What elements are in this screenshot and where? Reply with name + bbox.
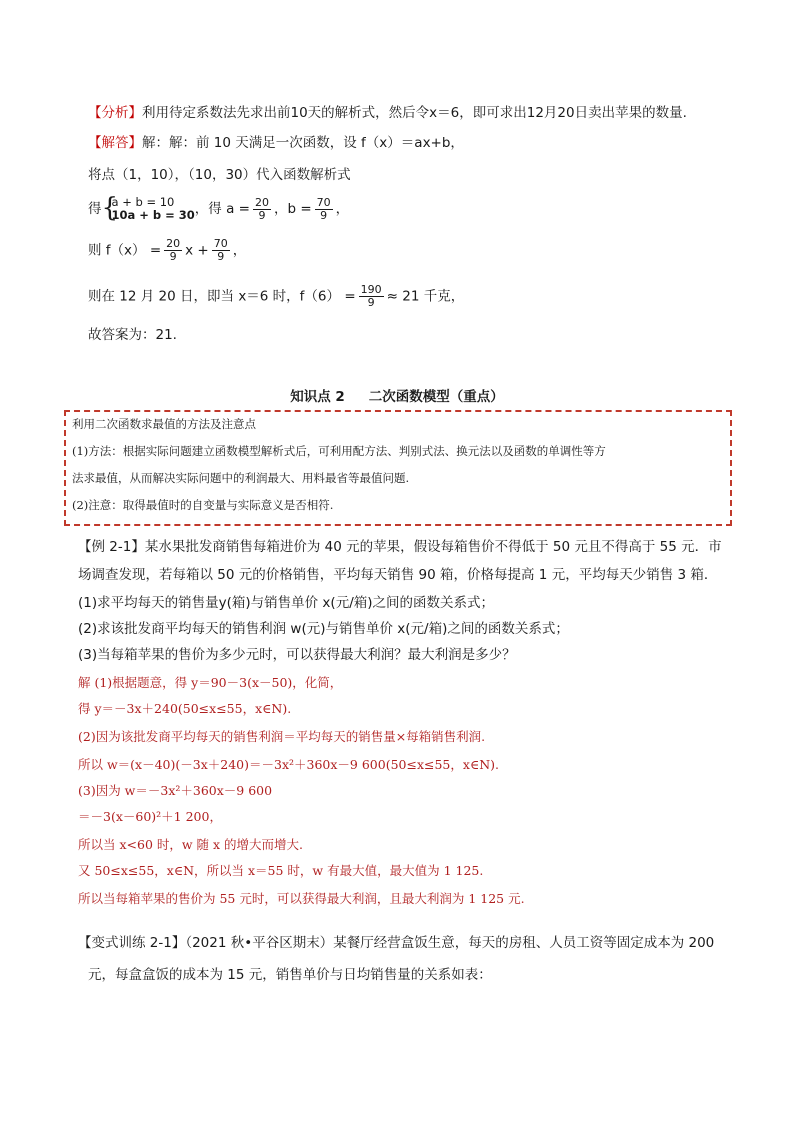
solution-line-4: 所以 w＝(x－40)(－3x＋240)＝－3x²＋360x－9 600(50≤x≤55，x∈N). — [78, 757, 499, 772]
solution-line-2: 得 y＝－3x＋240(50≤x≤55，x∈N). — [78, 701, 292, 716]
fraction-result-den: 9 — [367, 296, 375, 309]
answer-line-2: 将点（1，10），（10，30）代入函数解析式 — [88, 167, 351, 183]
notes-method-line-1: (1)方法：根据实际问题建立函数模型解析式后，可利用配方法、判别式法、换元法以及函数的单调性等方 — [72, 444, 606, 458]
fraction-result — [359, 284, 384, 309]
variant-line-2: 元，每盒盒饭的成本为 15 元，销售单价与日均销售量的关系如表： — [88, 967, 492, 983]
solution-line-6: ＝－3(x－60)²＋1 200， — [78, 809, 222, 824]
example-line-1: 【例 2-1】某水果批发商销售每箱进价为 40 元的苹果，假设每箱售价不得低于 50 元且不得高于 55 元．市 — [78, 539, 722, 555]
system-eq-2: 10a + b = 30 — [111, 208, 195, 222]
fraction-result-num: 190 — [360, 283, 382, 296]
analysis-text: 利用待定系数法先求出前10天的解析式，然后令x＝6，即可求出12月20日卖出苹果的数量. — [142, 105, 687, 121]
fraction-a-num: 20 — [254, 195, 269, 209]
variant-line-1: 【变式训练 2-1】（2021 秋•平谷区期末）某餐厅经营盒饭生意，每天的房租、人员工资等固定成本为 200 — [78, 935, 715, 951]
notes-method-line-2: 法求最值，从而解决实际问题中的利润最大、用料最省等最值问题. — [72, 471, 410, 485]
answer-line-4 — [88, 238, 246, 263]
fraction-k-den: 9 — [169, 250, 177, 263]
notes-caution: (2)注意：取得最值时的自变量与实际意义是否相符. — [72, 498, 334, 512]
analysis-line — [88, 104, 687, 122]
answer-line-6: 故答案为：21. — [88, 327, 177, 343]
fraction-a-den: 9 — [258, 208, 266, 222]
solution-line-9: 所以当每箱苹果的售价为 55 元时，可以获得最大利润，且最大利润为 1 125 元. — [78, 891, 525, 906]
answer-line-4-end: ， — [232, 242, 247, 259]
answer-line-3 — [88, 193, 350, 223]
fraction-k — [164, 238, 182, 263]
answer-line-5-end: ≈ 21 千克， — [386, 288, 465, 305]
answer-line-3-end: ， — [335, 201, 350, 217]
example-question-3: (3)当每箱苹果的售价为多少元时，可以获得最大利润？最大利润是多少？ — [78, 647, 516, 663]
answer-line-3-b: ，b = — [273, 201, 312, 217]
system-eq-1: a + b = 10 — [111, 195, 175, 209]
solution-line-8: 又 50≤x≤55，x∈N，所以当 x＝55 时，w 有最大值，最大值为 1 125. — [78, 863, 484, 878]
fraction-b-den: 9 — [320, 208, 328, 222]
fraction-b-num: 70 — [316, 195, 331, 209]
solution-line-5: (3)因为 w＝－3x²＋360x－9 600 — [78, 783, 273, 798]
fraction-c-num: 70 — [213, 237, 228, 250]
knowledge-point-heading — [0, 385, 794, 405]
answer-tag: 【解答】 — [88, 135, 142, 151]
answer-line-3-prefix: 得 — [88, 201, 102, 217]
answer-line-1 — [88, 134, 464, 152]
fraction-b — [315, 197, 333, 222]
answer-line-5-prefix: 则在 12 月 20 日，即当 x＝6 时，f（6） = — [88, 288, 356, 305]
answer-line-4-prefix: 则 f（x） = — [88, 242, 162, 259]
answer-line-4-x: x + — [185, 242, 209, 259]
knowledge-point-title: 二次函数模型（重点） — [368, 389, 504, 405]
answer-line-5 — [88, 284, 464, 309]
example-question-2: (2)求该批发商平均每天的销售利润 w(元)与销售单价 x(元/箱)之间的函数关系式； — [78, 621, 569, 637]
analysis-tag: 【分析】 — [88, 105, 142, 121]
example-line-2: 场调查发现，若每箱以 50 元的价格销售，平均每天销售 90 箱，价格每提高 1 元，平均每天少销售 3 箱． — [78, 567, 718, 583]
solution-line-7: 所以当 x<60 时，w 随 x 的增大而增大. — [78, 837, 304, 852]
example-question-1: (1)求平均每天的销售量y(箱)与销售单价 x(元/箱)之间的函数关系式； — [78, 595, 495, 611]
solution-line-3: (2)因为该批发商平均每天的销售利润＝平均每天的销售量×每箱销售利润. — [78, 729, 486, 744]
fraction-k-num: 20 — [166, 237, 181, 250]
fraction-c-den: 9 — [217, 250, 225, 263]
fraction-a — [253, 197, 271, 222]
solution-line-1: 解 (1)根据题意，得 y＝90－3(x－50)，化简， — [78, 675, 343, 690]
brace-symbol: { — [101, 193, 119, 223]
knowledge-point-label: 知识点 2 — [290, 389, 345, 405]
fraction-c — [212, 238, 230, 263]
equation-system — [101, 193, 195, 223]
answer-text-1: 解：解：前 10 天满足一次函数，设 f（x）＝ax+b， — [142, 135, 464, 151]
answer-line-3-mid: ，得 a = — [194, 201, 250, 217]
notes-heading: 利用二次函数求最值的方法及注意点 — [72, 417, 256, 431]
